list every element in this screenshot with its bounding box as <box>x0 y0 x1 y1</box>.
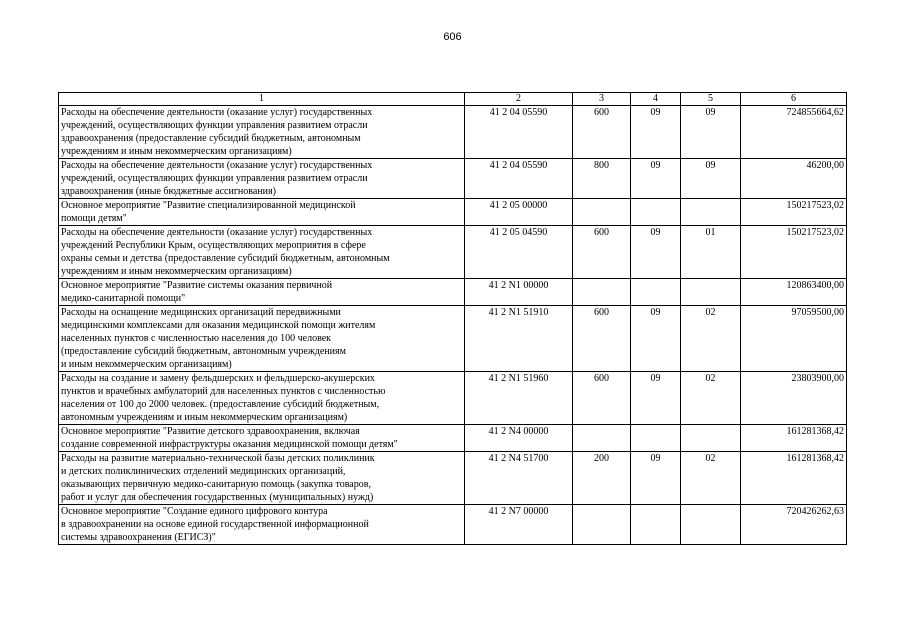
table-row <box>59 306 847 372</box>
column-3-cell: 600 <box>573 226 631 279</box>
column-4-cell: 09 <box>631 372 681 425</box>
classification-code-cell: 41 2 N4 00000 <box>465 425 573 452</box>
classification-code-cell: 41 2 N1 51960 <box>465 372 573 425</box>
column-3-cell: 200 <box>573 452 631 505</box>
expense-name-cell: Расходы на оснащение медицинских организаций передвижными медицинскими комплексами для оказания медицинской помощи жителям населенных пунктов с численностью населения до 100 человек (предоставление субсидий бюджетным, автономным учреждениям и иным некоммерческим организациям) <box>59 306 465 372</box>
table-row <box>59 452 847 505</box>
expense-name-cell: Основное мероприятие "Развитие специализированной медицинской помощи детям" <box>59 199 465 226</box>
page-number: 606 <box>443 31 462 43</box>
expense-name-cell: Расходы на развитие материально-технической базы детских поликлиник и детских поликлинических отделений медицинских организаций, оказывающих первичную медико-санитарную помощь (закупка товаров, работ и услуг для обеспечения государственных (муниципальных) нужд) <box>59 452 465 505</box>
column-3-cell: 600 <box>573 106 631 159</box>
table-header-row <box>59 93 847 106</box>
amount-cell: 46200,00 <box>741 159 847 199</box>
table-row <box>59 226 847 279</box>
column-4-cell: 09 <box>631 159 681 199</box>
amount-cell: 150217523,02 <box>741 226 847 279</box>
table-row <box>59 425 847 452</box>
table-row <box>59 505 847 545</box>
column-4-cell: 09 <box>631 226 681 279</box>
table-row <box>59 372 847 425</box>
column-4-cell <box>631 505 681 545</box>
classification-code-cell: 41 2 N7 00000 <box>465 505 573 545</box>
classification-code-cell: 41 2 N1 00000 <box>465 279 573 306</box>
column-5-cell: 02 <box>681 452 741 505</box>
column-5-cell: 02 <box>681 306 741 372</box>
classification-code-cell: 41 2 N4 51700 <box>465 452 573 505</box>
column-3-cell: 600 <box>573 372 631 425</box>
column-5-cell: 02 <box>681 372 741 425</box>
expense-name-cell: Расходы на обеспечение деятельности (оказание услуг) государственных учреждений Республики Крым, осуществляющих мероприятия в сфере охраны семьи и детства (предоставление субсидий бюджетным, автономным учреждениям и иным некоммерческим организациям) <box>59 226 465 279</box>
column-3-cell <box>573 279 631 306</box>
column-3-cell: 600 <box>573 306 631 372</box>
column-4-cell: 09 <box>631 452 681 505</box>
classification-code-cell: 41 2 05 00000 <box>465 199 573 226</box>
expense-name-cell: Основное мероприятие "Развитие системы оказания первичной медико-санитарной помощи" <box>59 279 465 306</box>
column-4-cell <box>631 279 681 306</box>
expense-name-cell: Расходы на обеспечение деятельности (оказание услуг) государственных учреждений, осуществляющих функции управления развитием отрасли здравоохранения (предоставление субсидий бюджетным, автономным учреждениям и иным некоммерческим организациям) <box>59 106 465 159</box>
column-5-cell <box>681 505 741 545</box>
column-4-cell <box>631 199 681 226</box>
column-5-cell <box>681 425 741 452</box>
classification-code-cell: 41 2 N1 51910 <box>465 306 573 372</box>
column-3-cell: 800 <box>573 159 631 199</box>
expense-name-cell: Расходы на обеспечение деятельности (оказание услуг) государственных учреждений, осуществляющих функции управления развитием отрасли здравоохранения (иные бюджетные ассигнования) <box>59 159 465 199</box>
amount-cell: 97059500,00 <box>741 306 847 372</box>
column-3-cell <box>573 199 631 226</box>
column-header: 2 <box>465 93 573 106</box>
expense-name-cell: Основное мероприятие "Развитие детского здравоохранения, включая создание современной инфраструктуры оказания медицинской помощи детям" <box>59 425 465 452</box>
expense-name-cell: Расходы на создание и замену фельдшерских и фельдшерско-акушерских пунктов и врачебных амбулаторий для населенных пунктов с численностью населения от 100 до 2000 человек. (предоставление субсидий бюджетным, автономным учреждениям и иным некоммерческим организациям) <box>59 372 465 425</box>
budget-table <box>58 92 847 545</box>
table-row <box>59 106 847 159</box>
classification-code-cell: 41 2 04 05590 <box>465 106 573 159</box>
column-4-cell: 09 <box>631 306 681 372</box>
expense-name-cell: Основное мероприятие "Создание единого цифрового контура в здравоохранении на основе единой государственной информационной системы здравоохранения (ЕГИСЗ)" <box>59 505 465 545</box>
amount-cell: 120863400,00 <box>741 279 847 306</box>
column-header: 1 <box>59 93 465 106</box>
column-header: 3 <box>573 93 631 106</box>
amount-cell: 724855664,62 <box>741 106 847 159</box>
table-row <box>59 199 847 226</box>
column-header: 4 <box>631 93 681 106</box>
column-3-cell <box>573 505 631 545</box>
column-header: 6 <box>741 93 847 106</box>
column-4-cell <box>631 425 681 452</box>
column-5-cell: 09 <box>681 106 741 159</box>
column-5-cell: 09 <box>681 159 741 199</box>
column-5-cell <box>681 279 741 306</box>
amount-cell: 23803900,00 <box>741 372 847 425</box>
amount-cell: 720426262,63 <box>741 505 847 545</box>
amount-cell: 161281368,42 <box>741 425 847 452</box>
table-row <box>59 159 847 199</box>
amount-cell: 161281368,42 <box>741 452 847 505</box>
column-header: 5 <box>681 93 741 106</box>
amount-cell: 150217523,02 <box>741 199 847 226</box>
column-5-cell: 01 <box>681 226 741 279</box>
classification-code-cell: 41 2 04 05590 <box>465 159 573 199</box>
classification-code-cell: 41 2 05 04590 <box>465 226 573 279</box>
table-row <box>59 279 847 306</box>
column-5-cell <box>681 199 741 226</box>
column-3-cell <box>573 425 631 452</box>
column-4-cell: 09 <box>631 106 681 159</box>
